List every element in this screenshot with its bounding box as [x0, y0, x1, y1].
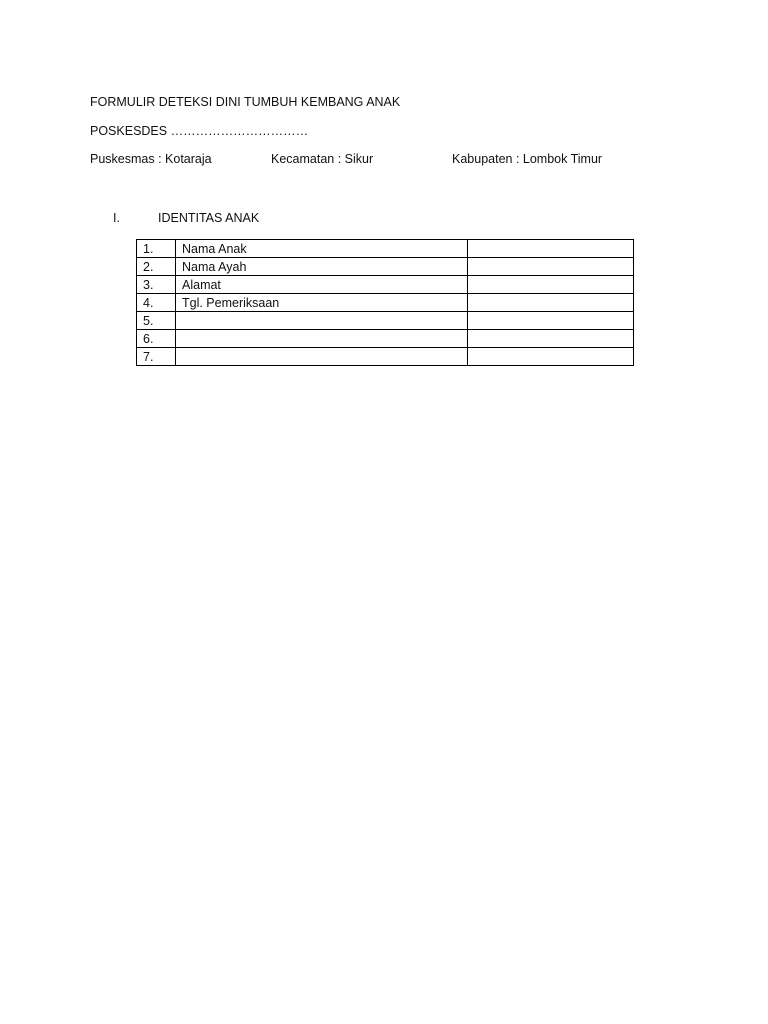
row-label: Tgl. Pemeriksaan [176, 294, 468, 312]
section-number: I. [113, 211, 120, 225]
kecamatan-field: Kecamatan : Sikur [271, 152, 374, 166]
row-label[interactable] [176, 348, 468, 366]
row-value-cell[interactable] [468, 330, 634, 348]
row-label: Alamat [176, 276, 468, 294]
row-value-cell[interactable] [468, 276, 634, 294]
identity-table [136, 239, 634, 366]
row-number: 4. [137, 294, 176, 312]
row-number: 2. [137, 258, 176, 276]
row-label[interactable] [176, 312, 468, 330]
table-row [137, 276, 634, 294]
section-title: IDENTITAS ANAK [158, 211, 260, 225]
row-number: 5. [137, 312, 176, 330]
poskesdes-line: POSKESDES …………………………… [90, 124, 309, 138]
row-label: Nama Anak [176, 240, 468, 258]
row-value-cell[interactable] [468, 258, 634, 276]
row-number: 3. [137, 276, 176, 294]
form-title: FORMULIR DETEKSI DINI TUMBUH KEMBANG ANAK [90, 95, 401, 109]
table-row [137, 240, 634, 258]
row-number: 7. [137, 348, 176, 366]
row-value-cell[interactable] [468, 294, 634, 312]
table-row [137, 348, 634, 366]
row-value-cell[interactable] [468, 348, 634, 366]
location-row [0, 151, 768, 169]
row-number: 6. [137, 330, 176, 348]
row-label[interactable] [176, 330, 468, 348]
table-row [137, 312, 634, 330]
row-value-cell[interactable] [468, 312, 634, 330]
table-row [137, 330, 634, 348]
row-value-cell[interactable] [468, 240, 634, 258]
table-row [137, 294, 634, 312]
puskesmas-field: Puskesmas : Kotaraja [90, 152, 212, 166]
table-row [137, 258, 634, 276]
kabupaten-field: Kabupaten : Lombok Timur [452, 152, 603, 166]
row-label: Nama Ayah [176, 258, 468, 276]
row-number: 1. [137, 240, 176, 258]
